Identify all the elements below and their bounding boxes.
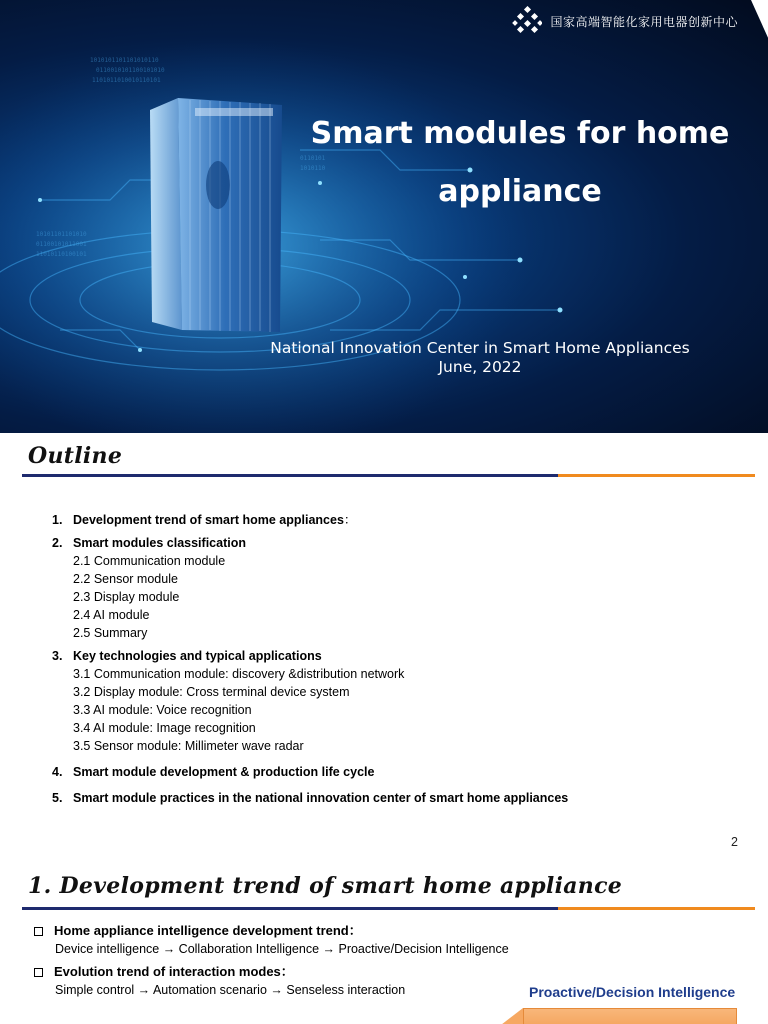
outline-subitem: 3.3 AI module: Voice recognition — [73, 703, 252, 717]
trend-slide — [0, 853, 768, 1024]
svg-text:0110101: 0110101 — [300, 155, 326, 162]
svg-text:0110010101100101010: 0110010101100101010 — [96, 67, 165, 74]
outline-subitem: 2.2 Sensor module — [73, 572, 178, 586]
heading-rule — [22, 474, 755, 477]
diagram-label: Proactive/Decision Intelligence — [529, 984, 736, 1000]
svg-text:1010101101101010110: 1010101101101010110 — [90, 57, 159, 64]
org-logo-icon — [512, 6, 542, 36]
outline-slide — [0, 433, 768, 853]
trend-bullet-2: Evolution trend of interaction modes： Simple control → Automation scenario → Senseless interaction — [34, 963, 734, 999]
outline-item-2: 2. Smart modules classification 2.1 Communication module 2.2 Sensor module 2.3 Display module 2.4 AI module 2.5 Summary — [52, 534, 752, 642]
trend-heading: 1. Development trend of smart home appliance — [28, 873, 623, 899]
outline-item-1: 1. Development trend of smart home appliances： — [52, 513, 357, 527]
cover-organization: National Innovation Center in Smart Home Appliances — [270, 339, 690, 357]
outline-list — [52, 511, 752, 807]
outline-subitem: 3.1 Communication module: discovery &distribution network — [73, 667, 405, 681]
outline-item-5: 5. Smart module practices in the national innovation center of smart home appliances — [52, 791, 569, 805]
outline-subitem: 2.1 Communication module — [73, 554, 226, 568]
trend-bullet-1: Home appliance intelligence development trend： Device intelligence → Collaboration Intelligence → Proactive/Decision Intelligence — [34, 922, 734, 958]
org-logo — [512, 6, 738, 36]
cover-date: June, 2022 — [438, 358, 522, 376]
outline-item-4: 4. Smart module development & production life cycle — [52, 765, 375, 779]
outline-subitem: 2.4 AI module — [73, 608, 150, 622]
page-number: 2 — [731, 835, 738, 849]
bullet-body: Device intelligence → Collaboration Intelligence → Proactive/Decision Intelligence — [55, 942, 509, 956]
svg-text:1010110: 1010110 — [300, 165, 326, 172]
outline-item-3: 3. Key technologies and typical applications 3.1 Communication module: discovery &distribution network 3.2 Display module: Cross terminal device system 3.3 AI module: Voice recognition 3.4 AI module: Image recognition 3.5 Sensor module: Millimeter wave radar — [52, 647, 752, 755]
svg-text:01100101011001: 01100101011001 — [36, 241, 87, 248]
bullet-body: Simple control → Automation scenario → Senseless interaction — [55, 983, 406, 997]
cover-slide — [0, 0, 768, 433]
svg-text:11010110100101: 11010110100101 — [36, 251, 87, 258]
outline-heading: Outline — [28, 443, 123, 469]
building-image — [150, 98, 282, 332]
square-bullet-icon — [34, 968, 43, 977]
square-bullet-icon — [34, 927, 43, 936]
heading-rule — [22, 907, 755, 910]
outline-subitem: 3.2 Display module: Cross terminal device system — [73, 685, 350, 699]
outline-subitem: 2.3 Display module — [73, 590, 180, 604]
org-logo-text: 国家高端智能化家用电器创新中心 — [550, 14, 738, 29]
diagram-arrow-icon — [497, 1008, 523, 1024]
corner-notch — [751, 0, 768, 40]
svg-text:1101011010010110101: 1101011010010110101 — [92, 77, 161, 84]
outline-subitem: 3.4 AI module: Image recognition — [73, 721, 256, 735]
outline-subitem: 2.5 Summary — [73, 626, 148, 640]
outline-subitem: 3.5 Sensor module: Millimeter wave radar — [73, 739, 304, 753]
svg-text:10101101101010: 10101101101010 — [36, 231, 87, 238]
diagram-box — [523, 1008, 737, 1024]
cover-title: Smart modules for home appliance — [310, 116, 730, 209]
